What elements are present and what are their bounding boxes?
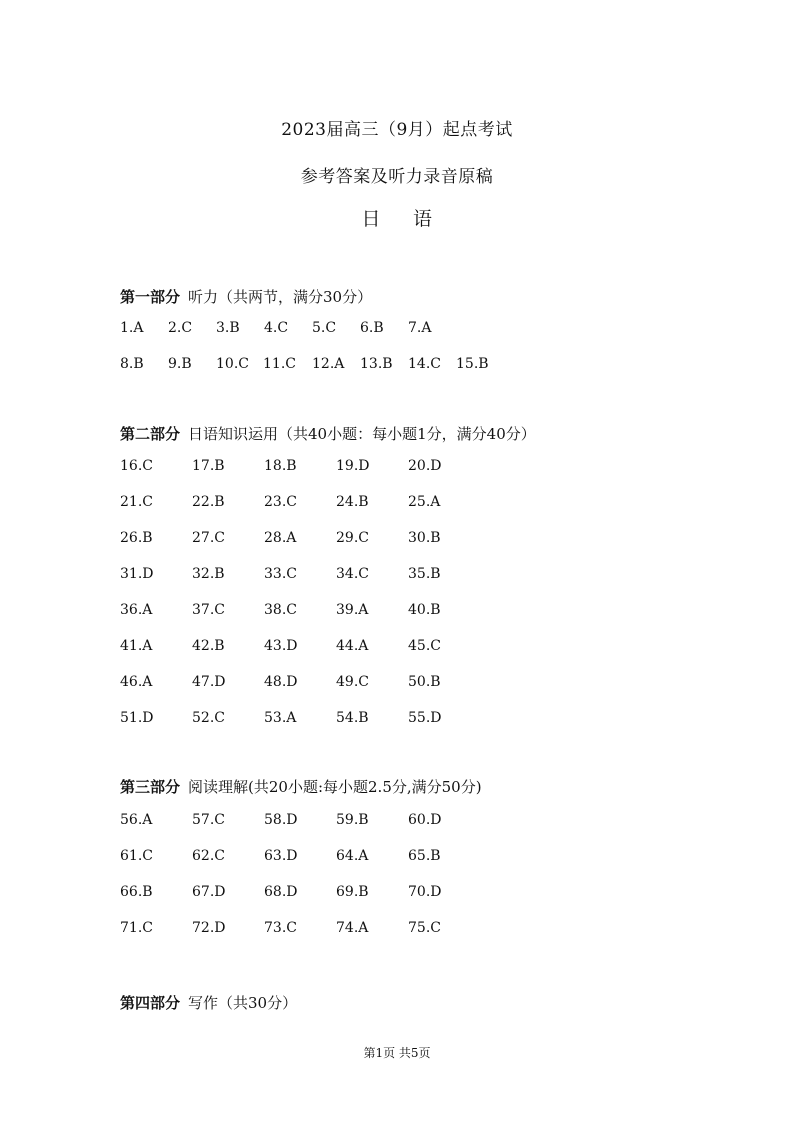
answer-item: 28.A: [264, 530, 297, 546]
answer-item: 37.C: [192, 602, 225, 618]
answer-item: 16.C: [120, 458, 153, 474]
section-description: 阅读理解(共20小题:每小题2.5分,满分50分): [188, 778, 482, 796]
answer-item: 68.D: [264, 884, 298, 900]
answer-item: 27.C: [192, 530, 225, 546]
section-heading: [120, 286, 372, 307]
answer-item: 19.D: [336, 458, 370, 474]
answer-item: 46.A: [120, 674, 153, 690]
answer-item: 10.C: [216, 356, 249, 372]
answer-item: 64.A: [336, 848, 369, 864]
answer-item: 45.C: [408, 638, 441, 654]
answer-item: 42.B: [192, 638, 225, 654]
answer-item: 4.C: [264, 320, 289, 336]
answer-item: 70.D: [408, 884, 442, 900]
answer-item: 15.B: [456, 356, 489, 372]
section-heading: [120, 992, 297, 1013]
answer-item: 2.C: [168, 320, 193, 336]
answer-item: 14.C: [408, 356, 441, 372]
answer-item: 36.A: [120, 602, 153, 618]
answer-item: 65.B: [408, 848, 441, 864]
answer-item: 52.C: [192, 710, 225, 726]
section-description: 日语知识运用（共40小题：每小题1分，满分40分）: [188, 425, 536, 443]
answer-item: 25.A: [408, 494, 441, 510]
answer-item: 39.A: [336, 602, 369, 618]
answer-item: 41.A: [120, 638, 153, 654]
section-label: 第二部分: [120, 425, 181, 443]
answer-item: 20.D: [408, 458, 442, 474]
answer-item: 8.B: [120, 356, 144, 372]
answer-item: 59.B: [336, 812, 369, 828]
answer-item: 57.C: [192, 812, 225, 828]
answer-item: 71.C: [120, 920, 153, 936]
answer-item: 40.B: [408, 602, 441, 618]
answer-item: 44.A: [336, 638, 369, 654]
answer-item: 35.B: [408, 566, 441, 582]
answer-item: 67.D: [192, 884, 226, 900]
answer-item: 34.C: [336, 566, 369, 582]
section-description: 写作（共30分）: [188, 994, 298, 1012]
subject-title: [0, 204, 794, 231]
answer-item: 18.B: [264, 458, 297, 474]
exam-subtitle: 参考答案及听力录音原稿: [300, 167, 494, 187]
answer-item: 5.C: [312, 320, 337, 336]
answer-item: 63.D: [264, 848, 298, 864]
answer-item: 30.B: [408, 530, 441, 546]
answer-item: 49.C: [336, 674, 369, 690]
answer-item: 58.D: [264, 812, 298, 828]
answer-item: 33.C: [264, 566, 297, 582]
answer-item: 32.B: [192, 566, 225, 582]
answer-item: 3.B: [216, 320, 240, 336]
section-heading: [120, 423, 536, 444]
answer-item: 7.A: [408, 320, 432, 336]
section-label: 第四部分: [120, 994, 181, 1012]
answer-item: 43.D: [264, 638, 298, 654]
answer-item: 72.D: [192, 920, 226, 936]
answer-item: 24.B: [336, 494, 369, 510]
answer-item: 51.D: [120, 710, 154, 726]
subject-char: 日: [361, 208, 381, 230]
answer-item: 13.B: [360, 356, 393, 372]
answer-item: 66.B: [120, 884, 153, 900]
answer-item: 61.C: [120, 848, 153, 864]
exam-title: 2023届高三（9月）起点考试: [281, 120, 513, 140]
answer-item: 26.B: [120, 530, 153, 546]
answer-item: 54.B: [336, 710, 369, 726]
section-heading: [120, 776, 482, 797]
answer-item: 69.B: [336, 884, 369, 900]
answer-item: 47.D: [192, 674, 226, 690]
answer-item: 1.A: [120, 320, 144, 336]
answer-item: 73.C: [264, 920, 297, 936]
section-label: 第三部分: [120, 778, 181, 796]
answer-item: 48.D: [264, 674, 298, 690]
answer-item: 17.B: [192, 458, 225, 474]
answer-item: 31.D: [120, 566, 154, 582]
answer-item: 50.B: [408, 674, 441, 690]
answer-item: 75.C: [408, 920, 441, 936]
answer-item: 23.C: [264, 494, 297, 510]
answer-item: 62.C: [192, 848, 225, 864]
answer-item: 38.C: [264, 602, 297, 618]
answer-item: 53.A: [264, 710, 297, 726]
answer-item: 55.D: [408, 710, 442, 726]
answer-item: 6.B: [360, 320, 384, 336]
answer-item: 22.B: [192, 494, 225, 510]
page-footer: 第1页 共5页: [363, 1046, 431, 1060]
section-description: 听力（共两节，满分30分）: [188, 288, 373, 306]
subject-char: 语: [413, 208, 433, 230]
answer-item: 56.A: [120, 812, 153, 828]
section-label: 第一部分: [120, 288, 181, 306]
answer-item: 74.A: [336, 920, 369, 936]
answer-item: 29.C: [336, 530, 369, 546]
answer-item: 11.C: [263, 356, 296, 372]
answer-item: 9.B: [168, 356, 192, 372]
answer-item: 21.C: [120, 494, 153, 510]
answer-item: 60.D: [408, 812, 442, 828]
answer-item: 12.A: [312, 356, 345, 372]
